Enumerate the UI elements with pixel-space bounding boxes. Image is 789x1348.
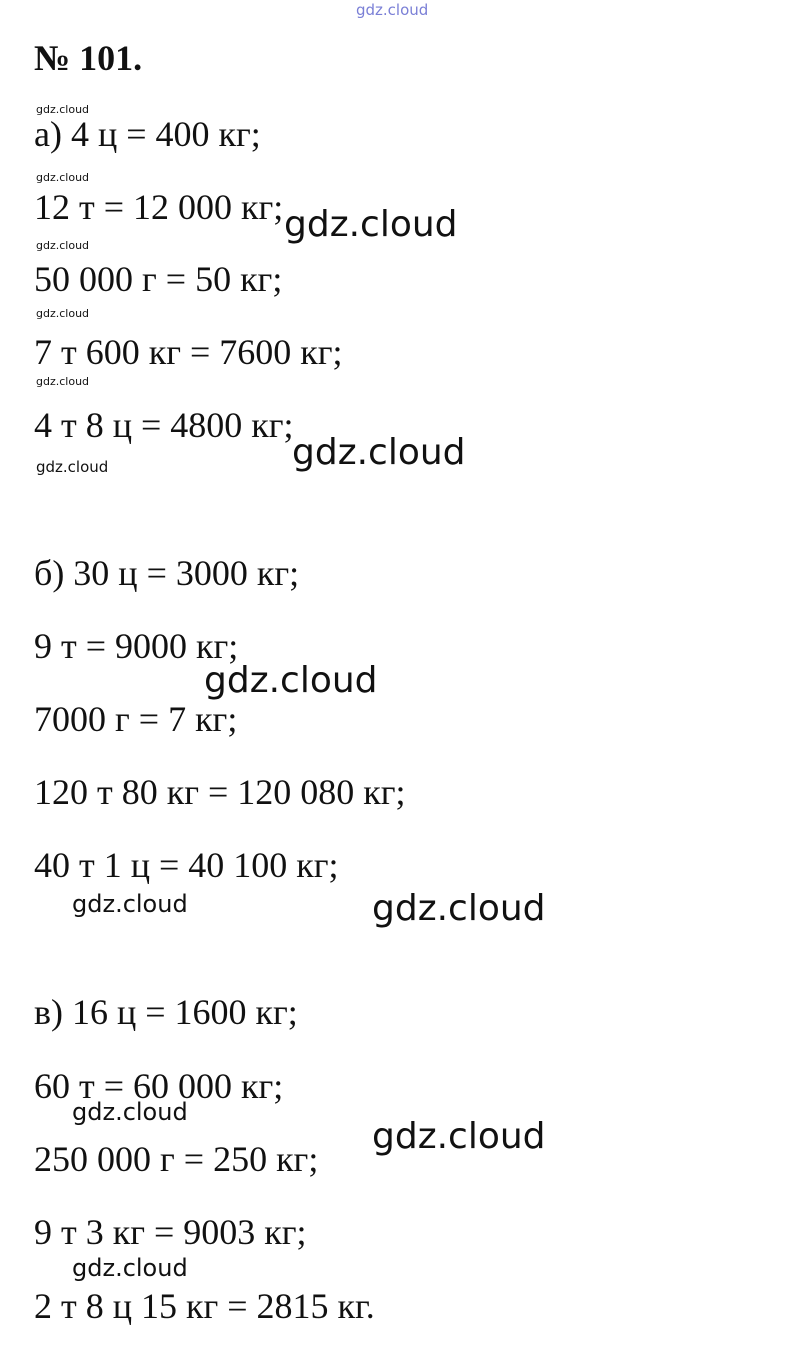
solution-line-a5: 4 т 8 ц = 4800 кг; xyxy=(34,405,294,445)
solution-line-b2: 9 т = 9000 кг; xyxy=(34,626,239,666)
watermark-tiny: gdz.cloud xyxy=(36,307,90,320)
watermark-big: gdz.cloud xyxy=(292,432,466,473)
solution-line-c5: 2 т 8 ц 15 кг = 2815 кг. xyxy=(34,1286,375,1326)
watermark-tiny: gdz.cloud xyxy=(36,171,90,184)
solution-line-a1: а) 4 ц = 400 кг; xyxy=(34,114,261,154)
solution-line-a2: 12 т = 12 000 кг; xyxy=(34,187,284,227)
solution-line-c3: 250 000 г = 250 кг; xyxy=(34,1139,319,1179)
watermark-mid: gdz.cloud xyxy=(72,890,188,918)
solution-line-a3: 50 000 г = 50 кг; xyxy=(34,259,283,299)
watermark-tiny: gdz.cloud xyxy=(36,103,90,116)
watermark-big: gdz.cloud xyxy=(372,888,546,929)
watermark-mid: gdz.cloud xyxy=(72,1254,188,1282)
watermark-big: gdz.cloud xyxy=(284,204,458,245)
watermark-top: gdz.cloud xyxy=(356,1,429,19)
watermark-tiny: gdz.cloud xyxy=(36,375,90,388)
watermark-mid: gdz.cloud xyxy=(72,1098,188,1126)
solution-line-c4: 9 т 3 кг = 9003 кг; xyxy=(34,1212,307,1252)
solution-line-b5: 40 т 1 ц = 40 100 кг; xyxy=(34,845,339,885)
watermark-small: gdz.cloud xyxy=(36,458,109,476)
solution-line-c2: 60 т = 60 000 кг; xyxy=(34,1066,284,1106)
solution-line-b1: б) 30 ц = 3000 кг; xyxy=(34,553,300,593)
watermark-big: gdz.cloud xyxy=(372,1116,546,1157)
solution-line-c1: в) 16 ц = 1600 кг; xyxy=(34,992,298,1032)
exercise-number: № 101. xyxy=(34,38,143,78)
solution-line-a4: 7 т 600 кг = 7600 кг; xyxy=(34,332,343,372)
solution-line-b4: 120 т 80 кг = 120 080 кг; xyxy=(34,772,406,812)
watermark-tiny: gdz.cloud xyxy=(36,239,90,252)
watermark-big: gdz.cloud xyxy=(204,660,378,701)
solution-line-b3: 7000 г = 7 кг; xyxy=(34,699,238,739)
